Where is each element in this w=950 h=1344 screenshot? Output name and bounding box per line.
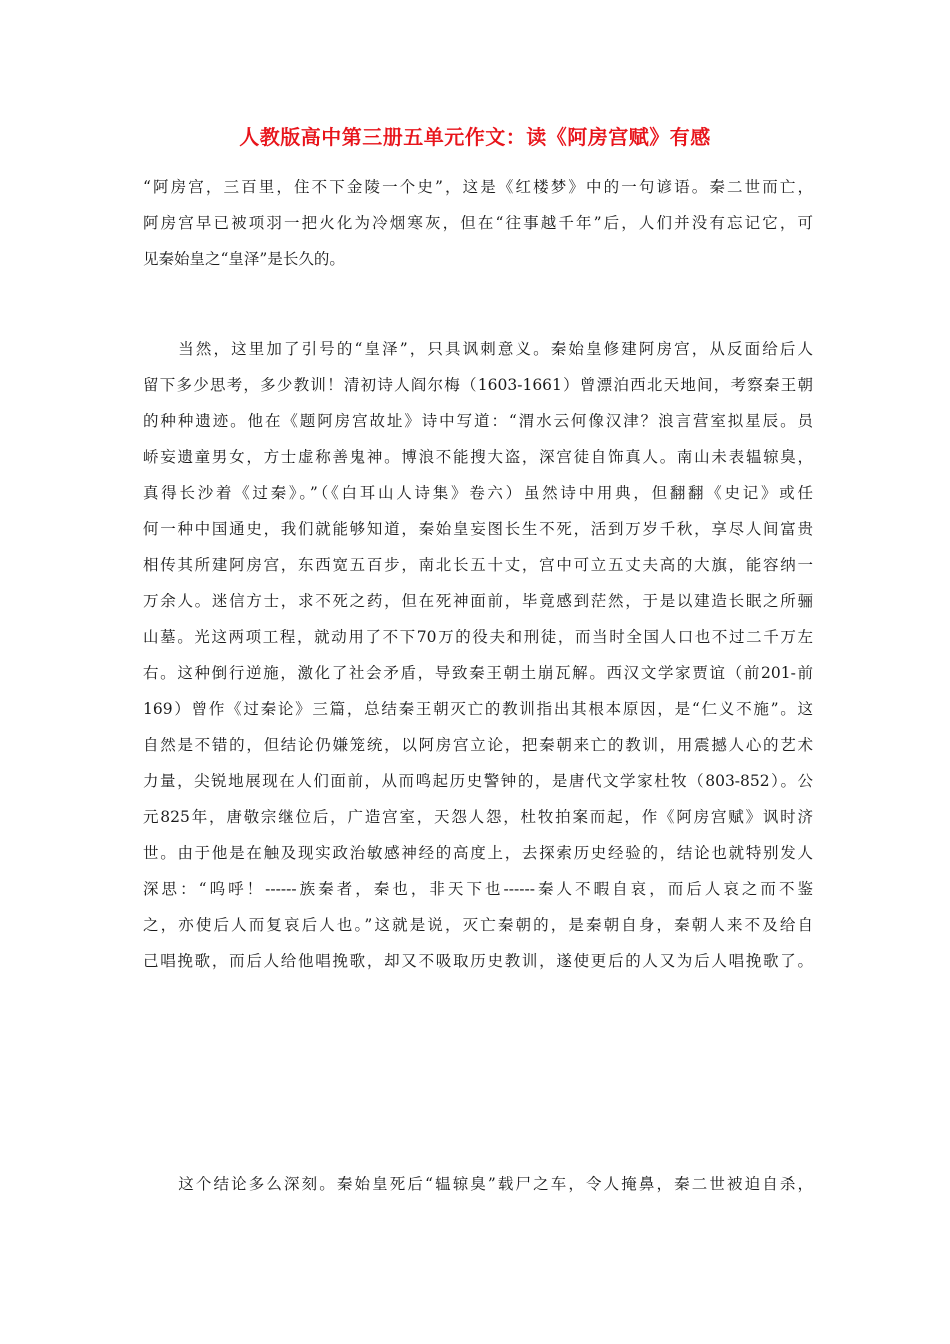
text-line <box>143 979 813 1015</box>
text-line: 相传其所建阿房宫，东西宽五百步，南北长五十丈，宫中可立五丈夫高的大旗，能容纳一 <box>143 556 813 574</box>
text-line: 阿房宫早已被项羽一把火化为冷烟寒灰，但在“往事越千年”后，人们并没有忘记它，可 <box>143 214 813 232</box>
text-line: 力量，尖锐地展现在人们面前，从而鸣起历史警钟的，是唐代文学家杜牧（803-852）。公 <box>143 772 813 790</box>
text-line: 山墓。光这两项工程，就动用了不下70万的役夫和刑徒，而当时全国人口也不过二千万左 <box>143 628 813 646</box>
text-line: 留下多少思考，多少教训！清初诗人阎尔梅（1603-1661）曾漂泊西北天地间，考察秦王朝 <box>143 376 813 394</box>
text-line: 右。这种倒行逆施，激化了社会矛盾，导致秦王朝土崩瓦解。西汉文学家贾谊（前201-前 <box>143 664 813 682</box>
text-line: 峤妄遗童男女，方士虚称善鬼神。博浪不能搜大盗，深宫徒自饰真人。南山未表辒辌臭， <box>143 448 813 466</box>
text-line <box>143 1087 813 1123</box>
text-line: 这个结论多么深刻。秦始皇死后“辒辌臭”载尸之车，令人掩鼻，秦二世被迫自杀， <box>143 1175 813 1193</box>
text-line: 元825年，唐敬宗继位后，广造宫室，天怨人怨，杜牧拍案而起，作《阿房宫赋》讽时济 <box>143 808 813 826</box>
text-line: 万余人。迷信方士，求不死之药，但在死神面前，毕竟感到茫然，于是以建造长眠之所骊 <box>143 592 813 610</box>
text-line: 之，亦使后人而复哀后人也。”这就是说，灭亡秦朝的，是秦朝自身，秦朝人来不及给自 <box>143 916 813 934</box>
text-line: 自然是不错的，但结论仍嫌笼统，以阿房宫立论，把秦朝来亡的教训，用震撼人心的艺术 <box>143 736 813 754</box>
text-line: 见秦始皇之“皇泽”是长久的。 <box>143 250 345 268</box>
text-line: 169）曾作《过秦论》三篇，总结秦王朝灭亡的教训指出其根本原因，是“仁义不施”。这 <box>143 700 813 718</box>
paragraph-3 <box>143 1166 813 1202</box>
text-line: “阿房宫，三百里，住不下金陵一个史”，这是《红楼梦》中的一句谚语。秦二世而亡， <box>143 178 813 196</box>
text-line: 何一种中国通史，我们就能够知道，秦始皇妄图长生不死，活到万岁千秋，享尽人间富贵 <box>143 520 813 538</box>
text-line: 己唱挽歌，而后人给他唱挽歌，却又不吸取历史教训，遂使更后的人又为后人唱挽歌了。 <box>143 952 813 970</box>
text-line <box>143 1015 813 1051</box>
text-line <box>143 1051 813 1087</box>
text-line: 真得长沙着《过秦》。”（《白耳山人诗集》卷六）虽然诗中用典，但翻翻《史记》或任 <box>143 484 813 502</box>
text-line: 当然，这里加了引号的“皇泽”，只具讽刺意义。秦始皇修建阿房宫，从反面给后人 <box>143 340 813 358</box>
text-line: 世。由于他是在触及现实政治敏感神经的高度上，去探索历史经验的，结论也就特别发人 <box>143 844 813 862</box>
text-line: 的种种遗迹。他在《题阿房宫故址》诗中写道：“渭水云何像汉津？浪言营室拟星辰。员 <box>143 412 813 430</box>
paragraph-1 <box>143 169 813 277</box>
document-title: 人教版高中第三册五单元作文：读《阿房宫赋》有感 <box>239 125 711 149</box>
paragraph-2 <box>143 331 813 1123</box>
text-line: 深思：“呜呼！------族秦者，秦也，非天下也------秦人不暇自哀，而后人哀之而不鉴 <box>143 880 813 898</box>
